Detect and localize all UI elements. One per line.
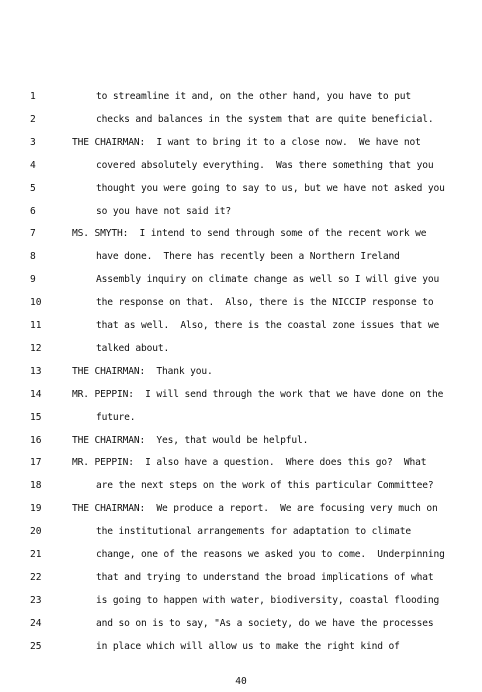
transcript-line xyxy=(0,455,482,471)
line-number: 16 xyxy=(30,434,42,446)
transcript-line xyxy=(0,387,482,403)
line-number: 24 xyxy=(30,617,42,629)
line-text: covered absolutely everything. Was there something that you xyxy=(96,159,434,171)
line-number: 15 xyxy=(30,411,42,423)
speaker-line-text: THE CHAIRMAN: Thank you. xyxy=(72,365,213,377)
line-number: 22 xyxy=(30,571,42,583)
line-number: 23 xyxy=(30,594,42,606)
line-text: have done. There has recently been a Northern Ireland xyxy=(96,251,400,263)
transcript-line xyxy=(0,158,482,174)
line-number: 25 xyxy=(30,640,42,652)
speaker-line-text: THE CHAIRMAN: We produce a report. We are focusing very much on xyxy=(72,503,438,515)
line-text: checks and balances in the system that are quite beneficial. xyxy=(96,113,434,125)
line-number: 1 xyxy=(30,91,36,102)
transcript-line xyxy=(0,89,482,105)
line-text: talked about. xyxy=(96,342,170,354)
transcript-line xyxy=(0,410,482,426)
line-text: to streamline it and, on the other hand, you have to put xyxy=(96,91,412,102)
line-text: Assembly inquiry on climate change as well so I will give you xyxy=(96,274,440,286)
speaker-line-text: THE CHAIRMAN: I want to bring it to a close now. We have not xyxy=(72,136,421,148)
transcript-line xyxy=(0,547,482,563)
line-number: 11 xyxy=(30,320,42,331)
line-number: 18 xyxy=(30,480,42,492)
transcript-line xyxy=(0,318,482,334)
page-number: 40 xyxy=(235,676,247,687)
transcript-line xyxy=(0,616,482,632)
transcript-line xyxy=(0,226,482,242)
line-text: the institutional arrangements for adaptation to climate xyxy=(96,526,412,538)
transcript-line xyxy=(0,639,482,655)
speaker-line-text: MR. PEPPIN: I will send through the work that we have done on the xyxy=(72,388,444,400)
line-text: future. xyxy=(96,411,136,423)
transcript-line xyxy=(0,433,482,449)
transcript-line xyxy=(0,204,482,220)
transcript-line xyxy=(0,364,482,380)
transcript-line xyxy=(0,478,482,494)
transcript-line xyxy=(0,272,482,288)
line-number: 14 xyxy=(30,388,42,400)
line-number: 21 xyxy=(30,549,42,560)
line-number: 5 xyxy=(30,182,36,194)
line-number: 12 xyxy=(30,342,42,354)
transcript-line xyxy=(0,341,482,357)
line-number: 20 xyxy=(30,526,42,538)
line-text: that and trying to understand the broad implications of what xyxy=(96,571,434,583)
line-number: 2 xyxy=(30,113,36,125)
line-text: so you have not said it? xyxy=(96,205,232,217)
line-number: 13 xyxy=(30,365,42,377)
line-number: 3 xyxy=(30,136,36,148)
transcript-line xyxy=(0,295,482,311)
line-text: in place which will allow us to make the right kind of xyxy=(96,640,400,652)
transcript-line xyxy=(0,593,482,609)
line-number: 4 xyxy=(30,159,36,171)
line-number: 8 xyxy=(30,251,36,263)
line-text: thought you were going to say to us, but we have not asked you xyxy=(96,182,445,194)
line-number: 10 xyxy=(30,297,42,309)
transcript-line xyxy=(0,135,482,151)
line-text: is going to happen with water, biodiversity, coastal flooding xyxy=(96,594,440,606)
line-number: 6 xyxy=(30,205,36,217)
line-text: are the next steps on the work of this particular Committee? xyxy=(96,480,434,492)
line-number: 17 xyxy=(30,457,42,469)
speaker-line-text: MR. PEPPIN: I also have a question. Where does this go? What xyxy=(72,457,427,469)
line-number: 9 xyxy=(30,274,36,286)
line-text: and so on is to say, "As a society, do we have the processes xyxy=(96,617,434,629)
line-text: the response on that. Also, there is the NICCIP response to xyxy=(96,297,434,309)
transcript-line xyxy=(0,249,482,265)
transcript-line xyxy=(0,524,482,540)
transcript-line xyxy=(0,112,482,128)
transcript-line xyxy=(0,570,482,586)
line-text: change, one of the reasons we asked you to come. Underpinning xyxy=(96,549,445,560)
transcript-line xyxy=(0,181,482,197)
speaker-line-text: MS. SMYTH: I intend to send through some of the recent work we xyxy=(72,228,427,240)
transcript-line xyxy=(0,501,482,517)
speaker-line-text: THE CHAIRMAN: Yes, that would be helpful. xyxy=(72,434,309,446)
line-text: that as well. Also, there is the coastal zone issues that we xyxy=(96,320,440,331)
line-number: 7 xyxy=(30,228,36,240)
line-number: 19 xyxy=(30,503,42,515)
